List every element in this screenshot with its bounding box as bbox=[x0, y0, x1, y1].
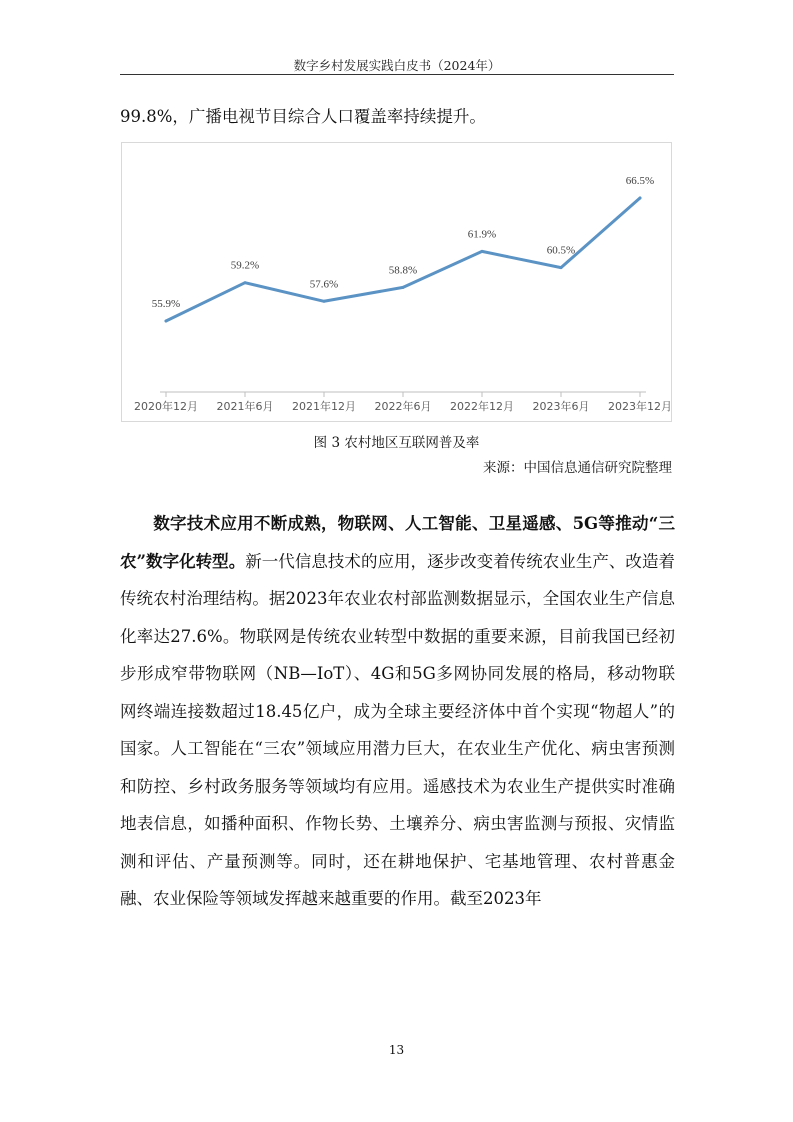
data-label: 61.9% bbox=[467, 228, 497, 241]
x-tick-label: 2022年12月 bbox=[450, 400, 514, 413]
data-point bbox=[165, 320, 168, 323]
data-label: 60.5% bbox=[546, 244, 576, 257]
figure-source: 来源：中国信息通信研究院整理 bbox=[483, 460, 672, 476]
data-point bbox=[402, 286, 405, 289]
line-chart bbox=[121, 142, 672, 422]
data-label: 58.8% bbox=[388, 264, 418, 277]
paragraph-text: 新一代信息技术的应用，逐步改变着传统农业生产、改造着传统农村治理结构。据2023年农业农村部监测数据显示，全国农业生产信息化率达27.6%。物联网是传统农业转型中数据的重要来源，目前我国已经初步形成窄带物联网（NB—IoT）、4G和5G多网协同发展的格局，移动物联网终端连接数超过18.45亿户，成为全球主要经济体中首个实现“物超人”的国家。人工智能在“三农”领域应用潜力巨大，在农业生产优化、病虫害预测和防控、乡村政务服务等领域均有应用。遥感技术为农业生产提供实时准确地表信息，如播种面积、作物长势、土壤养分、病虫害监测与预报、灾情监测和评估、产量预测等。同时，还在耕地保护、宅基地管理、农村普惠金融、农业保险等领域发挥越来越重要的作用。截至2023年 bbox=[120, 551, 675, 908]
data-point bbox=[639, 197, 642, 200]
data-label: 66.5% bbox=[625, 175, 655, 187]
x-tick-label: 2021年12月 bbox=[292, 400, 356, 413]
data-label: 59.2% bbox=[230, 259, 260, 272]
continued-paragraph: 99.8%，广播电视节目综合人口覆盖率持续提升。 bbox=[120, 107, 486, 126]
x-tick-label: 2020年12月 bbox=[134, 400, 198, 413]
body-paragraph bbox=[120, 505, 675, 918]
paragraph-lead-sentence: 数字技术应用不断成熟，物联网、人工智能、卫星遥感、5G等推动“三农”数字化转型。 bbox=[120, 514, 675, 571]
data-label: 57.6% bbox=[309, 278, 339, 291]
chart-canvas bbox=[122, 143, 673, 423]
running-header: 数字乡村发展实践白皮书（2024年） bbox=[293, 58, 501, 73]
figure-caption: 图 3 农村地区互联网普及率 bbox=[313, 435, 480, 451]
data-label: 55.9% bbox=[151, 298, 181, 310]
x-tick-label: 2023年6月 bbox=[532, 400, 590, 413]
header-divider bbox=[120, 74, 674, 75]
x-tick-label: 2021年6月 bbox=[216, 400, 274, 413]
x-tick-label: 2022年6月 bbox=[374, 400, 432, 413]
data-point bbox=[244, 281, 247, 284]
data-point bbox=[323, 300, 326, 303]
x-tick-label: 2023年12月 bbox=[608, 400, 672, 413]
data-point bbox=[481, 250, 484, 253]
data-point bbox=[560, 266, 563, 269]
page-number: 13 bbox=[388, 1043, 405, 1057]
